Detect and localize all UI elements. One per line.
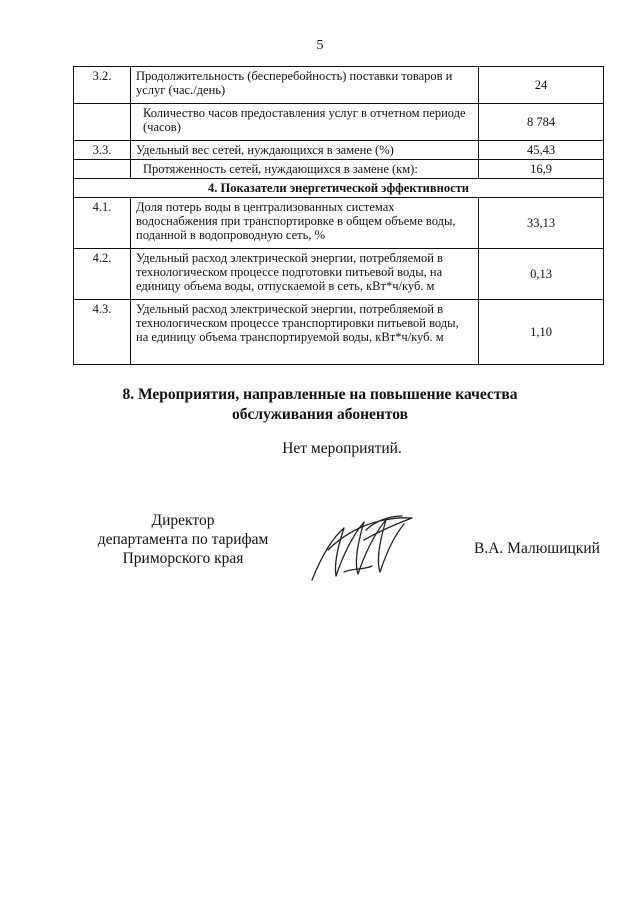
table-row	[74, 67, 604, 104]
no-events-text: Нет мероприятий.	[282, 440, 402, 457]
row-value: 0,13	[479, 249, 604, 300]
page-number: 5	[316, 38, 324, 53]
row-value: 24	[479, 67, 604, 104]
table-row	[74, 141, 604, 160]
title-line: Приморского края	[122, 550, 244, 567]
row-number	[74, 160, 131, 179]
row-description: Протяженность сетей, нуждающихся в замене (км):	[131, 160, 479, 179]
title-line: Директор	[151, 512, 215, 529]
row-value: 16,9	[479, 160, 604, 179]
row-number: 4.1.	[74, 198, 131, 249]
table-row	[74, 300, 604, 365]
section-title: 4. Показатели энергетической эффективности	[74, 179, 604, 198]
table-row	[74, 198, 604, 249]
row-number	[74, 104, 131, 141]
signatory-title	[88, 511, 278, 568]
row-value: 33,13	[479, 198, 604, 249]
row-description: Удельный расход электрической энергии, потребляемой в технологическом процессе транспортировки питьевой воды, на единицу объема транспортируемой воды, кВт*ч/куб. м	[131, 300, 479, 365]
heading-line: обслуживания абонентов	[232, 406, 408, 423]
row-description: Продолжительность (бесперебойность) поставки товаров и услуг (час./день)	[131, 67, 479, 104]
row-value: 8 784	[479, 104, 604, 141]
table-row	[74, 249, 604, 300]
indicators-table	[73, 66, 604, 365]
row-value: 1,10	[479, 300, 604, 365]
row-value: 45,43	[479, 141, 604, 160]
row-number: 4.2.	[74, 249, 131, 300]
row-number: 3.2.	[74, 67, 131, 104]
table-section-row	[74, 179, 604, 198]
row-description: Количество часов предоставления услуг в отчетном периоде (часов)	[131, 104, 479, 141]
row-number: 3.3.	[74, 141, 131, 160]
table-row	[74, 104, 604, 141]
handwritten-signature	[308, 510, 418, 585]
row-description: Удельный вес сетей, нуждающихся в замене (%)	[131, 141, 479, 160]
title-line: департамента по тарифам	[97, 531, 269, 548]
section-heading	[0, 385, 640, 425]
table-row	[74, 160, 604, 179]
row-number: 4.3.	[74, 300, 131, 365]
row-description: Удельный расход электрической энергии, потребляемой в технологическом процессе подготовки питьевой воды, на единицу объема воды, отпускаемой в сеть, кВт*ч/куб. м	[131, 249, 479, 300]
signatory-name: В.А. Малюшицкий	[474, 540, 600, 557]
row-description: Доля потерь воды в централизованных системах водоснабжения при транспортировке в общем объеме воды, поданной в водопроводную сеть, %	[131, 198, 479, 249]
heading-line: 8. Мероприятия, направленные на повышение качества	[122, 386, 518, 403]
